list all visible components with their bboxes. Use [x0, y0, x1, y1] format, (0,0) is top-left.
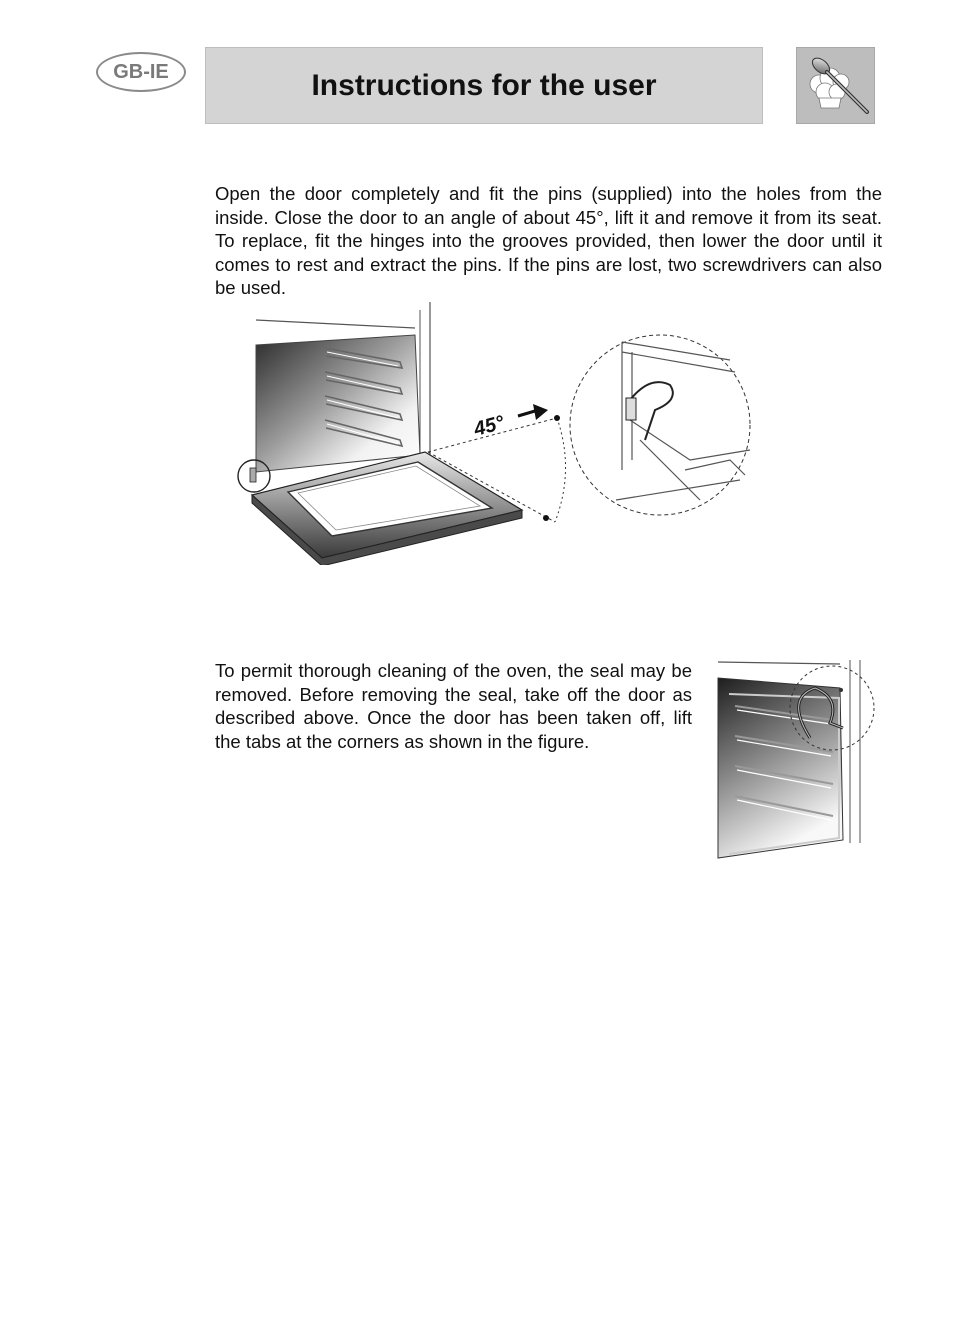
- chef-hat-spoon-graphic: [797, 48, 874, 123]
- door-removal-paragraph: Open the door completely and fit the pins (supplied) into the holes from the inside. Close the door to an angle of about 45°, lift it and remove it from its seat. To replace, fit the hinges into the grooves provided, then lower the door until it comes to rest and extract the pins. If the pins are lost, two screwdrivers can also be used.: [215, 183, 882, 298]
- angle-label: 45°: [471, 411, 507, 441]
- language-badge-text: GB-IE: [113, 60, 169, 83]
- page-title: Instructions for the user: [311, 68, 657, 102]
- chef-hat-spoon-icon: [796, 47, 875, 124]
- door-removal-illustration: [230, 300, 760, 565]
- seal-removal-illustration: [715, 658, 877, 866]
- language-badge: [96, 52, 186, 92]
- seal-removal-paragraph: To permit thorough cleaning of the oven, the seal may be removed. Before removing the seal, take off the door as described above. Once the door has been taken off, lift the tabs at the corners as shown in the figure.: [215, 660, 692, 752]
- title-bar: [205, 47, 763, 124]
- door-removal-figure: [230, 300, 760, 565]
- seal-removal-figure: [715, 658, 877, 866]
